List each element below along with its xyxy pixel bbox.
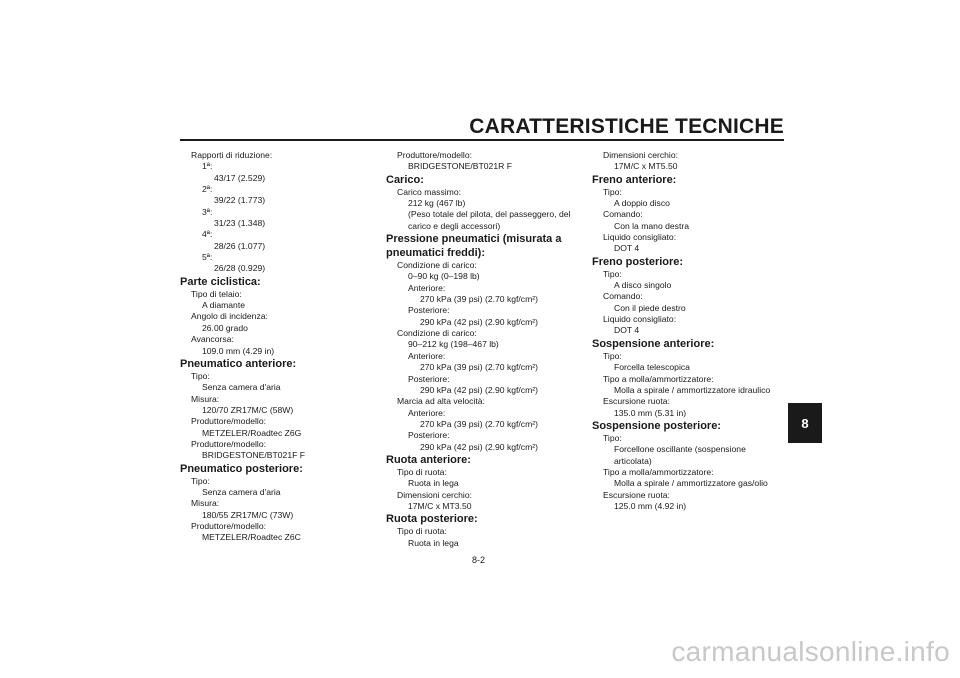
spec-label: Tipo: <box>603 432 622 443</box>
spec-label: Anteriore: <box>408 350 446 361</box>
spec-label: Anteriore: <box>408 407 446 418</box>
spec-value: 270 kPa (39 psi) (2.70 kgf/cm²) <box>420 294 538 305</box>
spec-value: 17M/C x MT5.50 <box>614 161 678 172</box>
spec-value: DOT 4 <box>614 325 640 336</box>
spec-label: Dimensioni cerchio: <box>397 489 472 500</box>
page-number: 8-2 <box>472 555 486 565</box>
spec-label: Posteriore: <box>408 373 450 384</box>
spec-value: Molla a spirale / ammortizzatore gas/olio <box>614 478 768 489</box>
gear-value: 39/22 (1.773) <box>214 195 266 206</box>
section-heading-sospensione-posteriore: Sospensione posteriore: <box>592 419 721 432</box>
spec-label: Comando: <box>603 291 643 302</box>
spec-value: A doppio disco <box>614 198 670 209</box>
section-heading-sospensione-anteriore: Sospensione anteriore: <box>592 337 715 350</box>
spec-label: Produttore/modello: <box>191 416 266 427</box>
spec-value: 17M/C x MT3.50 <box>408 500 472 511</box>
section-heading-parte-ciclistica: Parte ciclistica: <box>180 275 261 288</box>
gear-value: 28/26 (1.077) <box>214 240 266 251</box>
spec-label: Escursione ruota: <box>603 489 670 500</box>
spec-value: Con la mano destra <box>614 220 689 231</box>
spec-label: Condizione di carico: <box>397 260 477 271</box>
spec-value: 0–90 kg (0–198 lb) <box>408 271 480 282</box>
spec-label: Posteriore: <box>408 305 450 316</box>
spec-label: Misura: <box>191 393 220 404</box>
spec-value: Ruota in lega <box>408 478 459 489</box>
section-heading-ruota-anteriore: Ruota anteriore: <box>386 453 471 466</box>
spec-value: 270 kPa (39 psi) (2.70 kgf/cm²) <box>420 418 538 429</box>
column-1 <box>180 150 350 544</box>
section-heading-pneumatico-anteriore: Pneumatico anteriore: <box>180 357 297 370</box>
chapter-tab[interactable]: 8 <box>788 403 822 443</box>
spec-value: 90–212 kg (198–467 lb) <box>408 339 499 350</box>
spec-label: Comando: <box>603 209 643 220</box>
gear-value: 43/17 (2.529) <box>214 172 266 183</box>
spec-value: METZELER/Roadtec Z6C <box>202 532 301 543</box>
section-heading-carico: Carico: <box>386 173 424 186</box>
spec-label: Produttore/modello: <box>397 150 472 160</box>
spec-value: BRIDGESTONE/BT021R F <box>408 161 512 172</box>
spec-label: Escursione ruota: <box>603 396 670 407</box>
watermark: carmanualsonline.info <box>671 636 950 667</box>
spec-value: 270 kPa (39 psi) (2.70 kgf/cm²) <box>420 362 538 373</box>
spec-label: Tipo di ruota: <box>397 526 447 537</box>
spec-label: Tipo di ruota: <box>397 466 447 477</box>
column-3 <box>592 150 788 512</box>
spec-value: Forcellone oscillante (sospensione <box>614 444 746 455</box>
spec-value: 125.0 mm (4.92 in) <box>614 500 687 511</box>
spec-label: Marcia ad alta velocità: <box>397 396 485 407</box>
spec-label: Produttore/modello: <box>191 520 266 531</box>
spec-value: 212 kg (467 lb) <box>408 198 466 209</box>
section-heading-freno-posteriore: Freno posteriore: <box>592 255 684 268</box>
spec-label: Liquido consigliato: <box>603 232 677 243</box>
header-rule <box>180 139 784 141</box>
spec-label: Produttore/modello: <box>191 438 266 449</box>
gear-value: 31/23 (1.348) <box>214 218 266 229</box>
spec-label: Tipo: <box>603 350 622 361</box>
spec-value: Molla a spirale / ammortizzatore idraulico <box>614 384 771 395</box>
gear-label: 4ª: <box>202 229 213 240</box>
spec-label: Tipo: <box>603 186 622 197</box>
section-heading-ruota-posteriore: Ruota posteriore: <box>386 513 478 526</box>
spec-label: Posteriore: <box>408 430 450 441</box>
spec-label: Avancorsa: <box>191 334 234 345</box>
spec-label: Misura: <box>191 498 220 509</box>
gear-label: 2ª: <box>202 184 213 195</box>
spec-value: Senza camera d'aria <box>202 486 281 497</box>
spec-value: Ruota in lega <box>408 537 459 548</box>
spec-value: BRIDGESTONE/BT021F F <box>202 450 305 461</box>
spec-label: Tipo a molla/ammortizzatore: <box>603 373 714 384</box>
spec-value: 120/70 ZR17M/C (58W) <box>202 404 294 415</box>
section-heading-pneumatico-posteriore: Pneumatico posteriore: <box>180 462 303 475</box>
spec-value: 109.0 mm (4.29 in) <box>202 345 275 356</box>
spec-value: A disco singolo <box>614 280 672 291</box>
spec-label: Tipo a molla/ammortizzatore: <box>603 466 714 477</box>
spec-label: Tipo: <box>191 370 210 381</box>
section-heading-freno-anteriore: Freno anteriore: <box>592 173 677 186</box>
spec-label: Carico massimo: <box>397 186 461 197</box>
spec-label: Tipo: <box>603 268 622 279</box>
gear-label: 1ª: <box>202 161 213 172</box>
spec-value: 180/55 ZR17M/C (73W) <box>202 509 294 520</box>
column-2 <box>386 150 582 549</box>
spec-value: Forcella telescopica <box>614 362 690 373</box>
page-title: CARATTERISTICHE TECNICHE <box>469 115 784 138</box>
spec-value: 290 kPa (42 psi) (2.90 kgf/cm²) <box>420 441 538 452</box>
spec-value: A diamante <box>202 300 245 311</box>
spec-value: Senza camera d'aria <box>202 382 281 393</box>
spec-label: Liquido consigliato: <box>603 314 677 325</box>
spec-value: METZELER/Roadtec Z6G <box>202 427 302 438</box>
spec-label: Dimensioni cerchio: <box>603 150 678 160</box>
spec-value: 290 kPa (42 psi) (2.90 kgf/cm²) <box>420 384 538 395</box>
section-heading-pressione: Pressione pneumatici (misurata a <box>386 233 562 246</box>
spec-note: (Peso totale del pilota, del passeggero, del <box>408 209 571 220</box>
spec-label: Rapporti di riduzione: <box>191 150 273 160</box>
gear-value: 26/28 (0.929) <box>214 263 266 274</box>
spec-value: Con il piede destro <box>614 302 686 313</box>
spec-label: Tipo di telaio: <box>191 288 242 299</box>
section-heading-pressione-cont: pneumatici freddi): <box>386 247 486 260</box>
spec-label: Condizione di carico: <box>397 328 477 339</box>
spec-value: DOT 4 <box>614 243 640 254</box>
spec-label: Angolo di incidenza: <box>191 311 268 322</box>
spec-value: 135.0 mm (5.31 in) <box>614 407 687 418</box>
spec-value: 26.00 grado <box>202 322 248 333</box>
spec-note: carico e degli accessori) <box>408 220 501 231</box>
gear-label: 5ª: <box>202 252 213 263</box>
spec-label: Tipo: <box>191 475 210 486</box>
gear-label: 3ª: <box>202 206 213 217</box>
spec-value: 290 kPa (42 psi) (2.90 kgf/cm²) <box>420 316 538 327</box>
spec-label: Anteriore: <box>408 282 446 293</box>
spec-value: articolata) <box>614 455 652 466</box>
